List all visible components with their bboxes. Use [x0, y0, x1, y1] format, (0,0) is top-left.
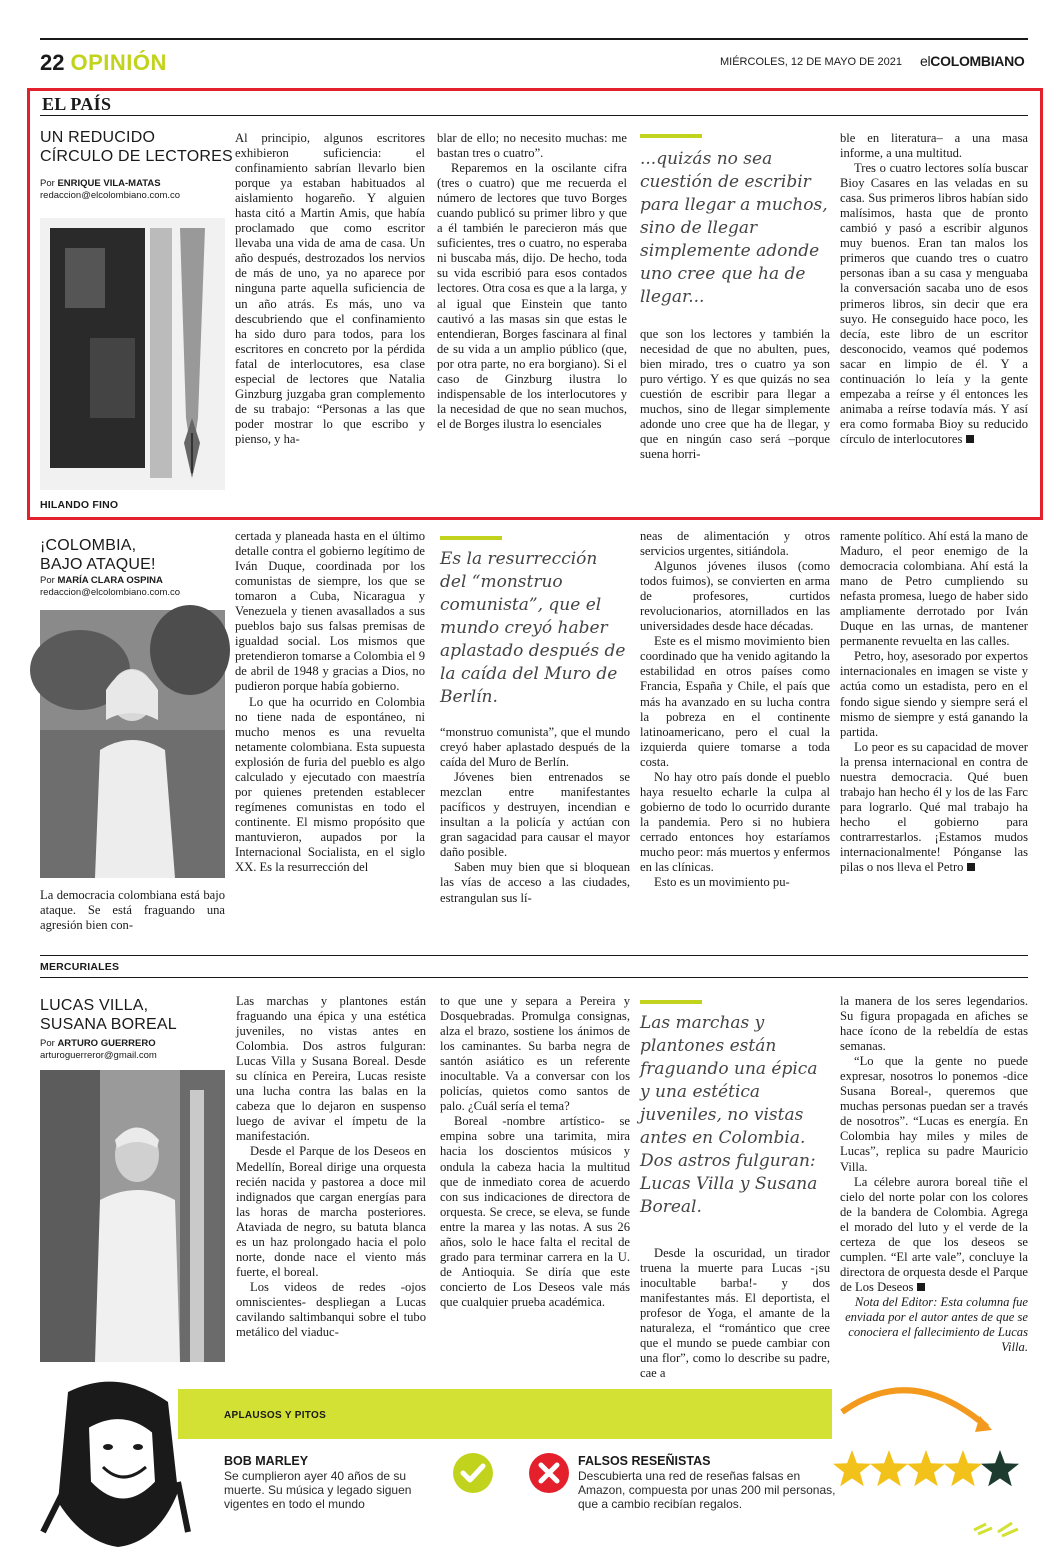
author-email: redaccion@elcolombiano.com.co: [40, 587, 181, 598]
byline: Por MARÍA CLARA OSPINA: [40, 575, 163, 586]
falsos-resenistas-text: Descubierta una red de reseñas falsas en Amazon, compuesta por unas 200 mil personas, que a cambio recibían regalos.: [578, 1469, 836, 1511]
column-tag: MERCURIALES: [40, 961, 120, 973]
divider: [40, 955, 1028, 956]
article-column: Desde la oscuridad, un tirador truena la muerte para Lucas -¡su inocultable barba!- y dos manifestantes más. El deportista, el profesor de Yoga, el amante de la naturaleza, el “romántico que cree que el mundo se puede cambiar con una flor”, como lo describe su padre, cae a: [640, 1246, 830, 1381]
section-title: APLAUSOS Y PITOS: [224, 1410, 327, 1421]
column-tag: HILANDO FINO: [40, 499, 119, 511]
x-circle-icon: [528, 1452, 570, 1494]
article-title: LUCAS VILLA, SUSANA BOREAL: [40, 997, 177, 1033]
section-name: OPINIÓN: [70, 50, 167, 75]
bob-marley-title: BOB MARLEY: [224, 1454, 309, 1468]
author-email: redaccion@elcolombiano.com.co: [40, 190, 181, 201]
star-filled-icon: [944, 1450, 982, 1486]
article-lead: La democracia colombiana está bajo ataque. Se está fraguando una agresión bien con-: [40, 888, 225, 933]
star-filled-icon: [833, 1450, 871, 1486]
end-mark: [967, 863, 975, 871]
check-circle-icon: [452, 1452, 494, 1494]
article-column: to que une y separa a Pereira y Dosquebradas. Promulga consignas, alza el brazo, sostiene los ánimos de los caminantes. Su barba negra de santón asiático es un referente inocultable. Va a conversar con los policías, quietos como santos de palo. ¿Cuál sería el tema? Boreal -nombre artístico- se empina sobre una tarimita, mira hacia los doscientos músicos y ondula la cabeza hacia la multitud que de inmediato corea de acuerdo con sus indicaciones de directora de orquesta. Se crece, se eleva, se funde entre la marea y las notas. A sus 26 años, solo le hace falta el recital de grado para terminar carrera en la U. de Antioquia. Se diría que este concierto de Los Deseos vale más que cualquier prueba académica.: [440, 994, 630, 1309]
page-number: 22 OPINIÓN: [40, 50, 167, 75]
article-column: Al principio, algunos escritores exhibieron suficiencia: el confinamiento sabrían llevarlo bien porque ya estaban habituados al aislamiento hogareño. Y alguien hasta citó a Martin Amis, que había proclamado que como escritor llevaba una vida de ama de casa. Un año después, destrozados los nervios de más de uno, ya no aparece por ninguna parte aquella suficiencia de un año atrás. Es más, uno va descubriendo que el confinamiento ha sido duro para todos, para los escritores en concreto por la pérdida fatal de interlocutores, esa clase especial de lectores que Natalia Ginzburg juzgaba gran complemento de su trabajo: “Personas a las que poder mostrar lo que escribo y pienso, y ha-: [235, 131, 425, 446]
article-column: blar de ello; no necesito muchas: me bastan tres o cuatro”. Reparemos en la oscilante cifra (tres o cuatro) que me recuerda el número de lectores que tuvo Borges cuando publicó su primer libro y que a él también le parecieron más que suficientes, tres o cuatro, no esperaba ni buscaba más, dijo. De hecho, toda su vida escribió para esos contados lectores. Otra cosa es que a la larga, y al igual que Einstein que tanto cautivó a las masas sin que estas le entendieran, Borges fascinara al final de su vida a un amplio público (que, por otra parte, no era borgiano). Si el caso de Ginzburg ilustra lo indispensable de los interlocutores y la necesidad de que no sean muchos, el de Borges ilustra lo esenciales: [437, 131, 627, 431]
masthead-logo: elCOLOMBIANO: [920, 53, 1025, 69]
quote-accent: [640, 134, 702, 138]
article-column: “monstruo comunista”, que el mundo creyó haber aplastado después de la caída del Muro de Berlín. Jóvenes bien entrenados se mezclan entre manifestantes pacíficos y destruyen, incendian e insultan a la policía y actúan con gran sagacidad para causar el mayor daño posible. Saben muy bien que si bloquean las vías de acceso a las ciudades, estrangulan sus lí-: [440, 725, 630, 905]
decorative-sparks-icon: [972, 1520, 1022, 1538]
article-title: UN REDUCIDO CÍRCULO DE LECTORES: [40, 129, 233, 165]
end-mark: [966, 435, 974, 443]
article-title: ¡COLOMBIA, BAJO ATAQUE!: [40, 537, 156, 573]
pull-quote: ...quizás no sea cuestión de escribir para llegar a muchos, sino de llegar simplemente adonde uno cree que ha de llegar...: [640, 149, 828, 307]
article-column: ramente político. Ahí está la mano de Maduro, el peor enemigo de la democracia colombiana. Ahí está la mano de Petro cumpliendo su nefasta promesa, luego de haber sido ampliamente derrotado por Iván Duque en las urnas, de mantener permanente revuelta en las calles. Petro, hoy, asesorado por expertos internacionales en imagen se viste y actúa como un estadista, pero en el fondo sigue siendo y siempre será el mismo de siempre y está ganando la partida. Lo peor es su capacidad de mover la prensa internacional en contra de nuestra democracia. Qué buen trabajo han hecho él y los de las Farc para lograrlo. Qué mal trabajo ha hecho el gobierno para contrarrestarlos. ¡Estamos mudos internacionalmente! Pónganse las pilas o nos lleva el Petro: [840, 529, 1028, 875]
falsos-resenistas-title: FALSOS RESEÑISTAS: [578, 1454, 711, 1468]
star-empty-icon: [981, 1450, 1019, 1486]
author-email: arturoguerreror@gmail.com: [40, 1050, 157, 1061]
editor-note: Nota del Editor: Esta columna fue enviada por el autor antes de que se conociera el fallecimiento de Lucas Villa.: [845, 1294, 1028, 1355]
bob-marley-text: Se cumplieron ayer 40 años de su muerte. Su música y legado siguen vigentes en todo el mundo: [224, 1469, 412, 1511]
article-column: Las marchas y plantones están fraguando una épica y una estética juveniles, no vistas antes en Colombia. Dos astros fulguran: Lucas Villa y Susana Boreal. Desde su clínica en Pereira, Lucas resiste una lucha contra las balas en la cabeza que lo dejaron en suspenso luego de avivar el ímpetu de la manifestación. Desde el Parque de los Deseos en Medellín, Boreal dirige una orquesta recién nacida y pastorea a doce mil indignados que cargan energías para las horas de marcha posteriores. Ataviada de negro, su batuta blanca es un haz prolongado hacia el polo norte, donde nace el viento más fuerte, el boreal. Los videos de redes -ojos omniscientes- despliegan a Lucas cavilando saltimbanqui sobre el tubo metálico del viaduc-: [236, 994, 426, 1340]
pen-illustration: [40, 218, 225, 490]
quote-accent: [440, 536, 502, 540]
divider: [40, 977, 1028, 978]
star-filled-icon: [870, 1450, 908, 1486]
quote-accent: [640, 1000, 702, 1004]
divider: [40, 115, 1028, 116]
source-logo: EL PAÍS: [42, 94, 112, 114]
bob-marley-illustration: [28, 1372, 208, 1552]
pull-quote: Es la resurrección del “monstruo comunista”, que el mundo creyó haber aplastado después de la caída del Muro de Berlín.: [440, 549, 626, 707]
article-column: neas de alimentación y otros servicios urgentes, sitiándola. Algunos jóvenes ilusos (como todos fuimos), se convierten en arma de profesores, curtidos revolucionarios, atornillados en las universidades desde hace décadas. Este es el mismo movimiento bien coordinado que ha venido agitando la estabilidad en otros países como Francia, España y Chile, el país que más ha avanzado en su lucha contra la pobreza en el continente latinoamericano, pero el cual la izquierda quiere tomarse a toda costa. No hay otro país donde el pueblo haya resuelto echarle la culpa al gobierno de todo lo ocurrido durante la pandemia. Pero si no hubiera cerrado entonces hoy estaríamos mucho peor: más muertos y enfermos en las clínicas. Esto es un movimiento pu-: [640, 529, 830, 890]
rating-stars: [832, 1372, 1032, 1522]
article-column: que son los lectores y también la necesidad de que no abulten, pues, bien mirado, tres o cuatro ya son puro vértigo. Y es que quizás no sea cuestión de escribir para llegar a muchos, sino de llegar simplemente adonde uno cree que ha de llegar, y que en ningún caso será –porque suena horri-: [640, 327, 830, 462]
author-photo: [40, 1070, 225, 1362]
pull-quote: Las marchas y plantones están fraguando una épica y una estética juveniles, no vistas antes en Colombia. Dos astros fulguran: Lucas Villa y Susana Boreal.: [640, 1013, 818, 1217]
end-mark: [917, 1283, 925, 1291]
author-photo: [40, 610, 225, 878]
article-column: la manera de los seres legendarios. Su figura propagada en afiches se hace ícono de la rebeldía de estas semanas. “Lo que la gente no puede expresar, nosotros lo ponemos -dice Susana Boreal-, queremos que muchas personas puedan ser a través de nosotros”. “Lucas es energía. En Colombia hay miles y miles de Lucas”, replica su padre Mauricio Villa. La célebre aurora boreal tiñe el cielo del norte polar con los colores de la bandera de Colombia. Agrega el morado del luto y el verde de la certeza de que los deseos se cumplen. “El arte vale”, concluye la directora de orquesta desde el Parque de Los Deseos Nota del Editor: Esta columna fue enviada por el autor antes de que se conociera el fallecimiento de Lucas Villa.: [840, 994, 1028, 1355]
byline: Por ARTURO GUERRERO: [40, 1038, 156, 1049]
article-column: certada y planeada hasta en el último detalle contra el gobierno legítimo de Iván Duque, coordinada por los comunistas de siempre, los que se tomaron a Cuba, Nicaragua y Venezuela y tienen avasallados a sus pueblos bajo sus falsas premisas de igualdad social. Los mismos que pretendieron tomarse a Colombia el 9 de abril de 1948 y gracias a Dios, no pudieron porque había gobierno. Lo que ha ocurrido en Colombia no tiene nada de espontáneo, ni mucho menos es una revuelta netamente colombiana. Esta supuesta explosión de furia del pueblo es algo calculado y ejecutado con maestría por quienes pretenden establecer regímenes comunistas en todo el continente. El mismo propósito que mantuvieron, aupados por la Internacional Socialista, en el siglo XX. Es la resurrección del: [235, 529, 425, 875]
header-rule: [40, 38, 1028, 40]
issue-date: MIÉRCOLES, 12 DE MAYO DE 2021: [720, 56, 902, 68]
star-filled-icon: [907, 1450, 945, 1486]
article-column: ble en literatura– a una masa informe, a una multitud. Tres o cuatro lectores solía buscar Bioy Casares en las veladas en su casa. Sus primeros libros habían sido malísimos, hasta que de pronto cambió y pasó a escribir algunos muy buenos. Eran tan malos los primeros que cuando tres o cuatro personas iban a su casa y menguaba la conversación sacaba uno de esos primeros libros, sin decir que era suyo. He conseguido hace poco, les decía, este libro de un escritor desconocido, veamos qué podemos sacar en limpio de él. Y a continuación lo leía y la gente empezaba a reírse y él entonces les animaba a reírse todavía más. Y así era como formaba Bioy su reducido círculo de interlocutores: [840, 131, 1028, 446]
byline: Por ENRIQUE VILA-MATAS: [40, 178, 161, 189]
